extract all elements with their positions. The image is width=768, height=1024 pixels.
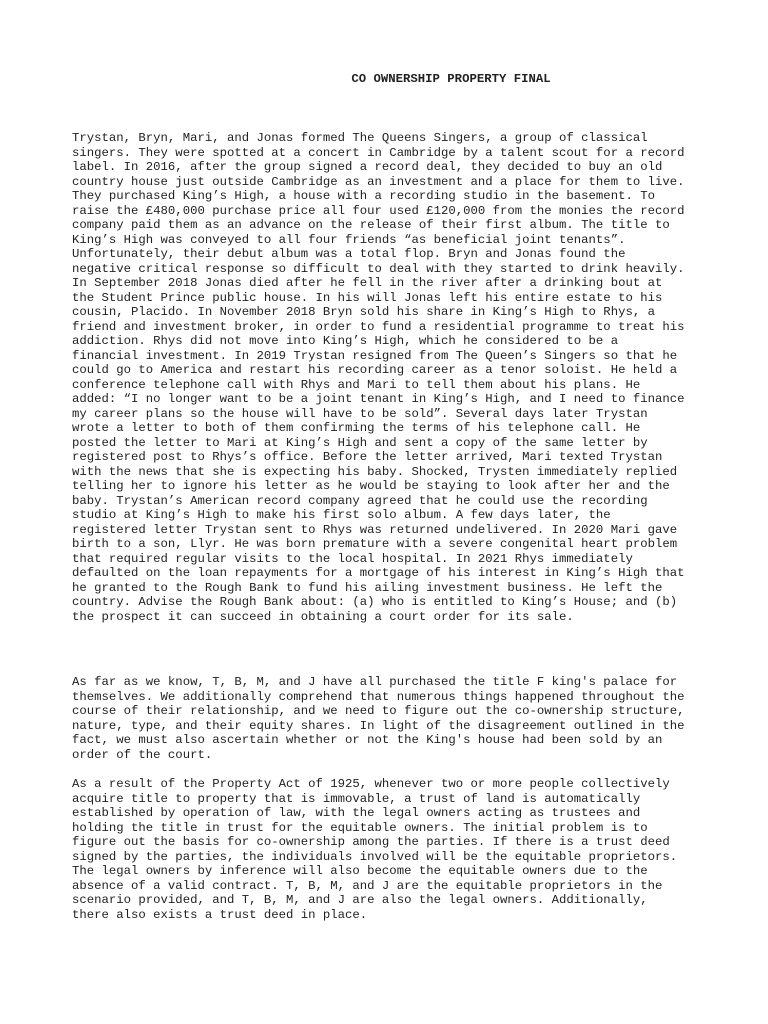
document-title: CO OWNERSHIP PROPERTY FINAL xyxy=(351,72,551,86)
introduction-paragraph: As far as we know, T, B, M, and J have all purchased the title F king's palace for themselves. We additionally comprehend that numerous things happened throughout the course of their relationship, and we need to figure out the co-ownership structure, nature, type, and their equity shares. In light of the disagreement outlined in the fact, we must also ascertain whether or not the King's house had been sold by an order of the court. xyxy=(72,675,685,762)
problem-question-paragraph: Trystan, Bryn, Mari, and Jonas formed The Queens Singers, a group of classical singers. They were spotted at a concert in Cambridge by a talent scout for a record label. In 2016, after the group signed a record deal, they decided to buy an old country house just outside Cambridge as an investment and a place for them to live. They purchased King’s High, a house with a recording studio in the basement. To raise the £480,000 purchase price all four used £120,000 from the monies the record company paid them as an advance on the release of their first album. The title to King’s High was conveyed to all four friends “as beneficial joint tenants”. Unfortunately, their debut album was a total flop. Bryn and Jonas found the negative critical response so difficult to deal with they started to drink heavily. In September 2018 Jonas died after he fell in the river after a drinking bout at the Student Prince public house. In his will Jonas left his entire estate to his cousin, Placido. In November 2018 Bryn sold his share in King’s High to Rhys, a friend and investment broker, in order to fund a residential programme to treat his addiction. Rhys did not move into King’s High, which he considered to be a financial investment. In 2019 Trystan resigned from The Queen’s Singers so that he could go to America and restart his recording career as a tenor soloist. He held a conference telephone call with Rhys and Mari to tell them about his plans. He added: “I no longer want to be a joint tenant in King’s High, and I need to finance my career plans so the house will have to be sold”. Several days later Trystan wrote a letter to both of them confirming the terms of his telephone call. He posted the letter to Mari at King’s High and sent a copy of the same letter by registered post to Rhys’s office. Before the letter arrived, Mari texted Trystan with the news that she is expecting his baby. Shocked, Trysten immediately replied telling her to ignore his letter as he would be staying to look after her and the baby. Trystan’s American record company agreed that he could use the recording studio at King’s High to make his first solo album. A few days later, the registered letter Trystan sent to Rhys was returned undelivered. In 2020 Mari gave birth to a son, Llyr. He was born premature with a severe congenital heart problem that required regular visits to the local hospital. In 2021 Rhys immediately defaulted on the loan repayments for a mortgage of his interest in King’s High that he granted to the Rough Bank to fund his ailing investment business. He left the country. Advise the Rough Bank about: (a) who is entitled to King’s House; and (b) the prospect it can succeed in obtaining a court order for its sale. xyxy=(72,131,685,624)
analysis-paragraph: As a result of the Property Act of 1925, whenever two or more people collectively acquire title to property that is immovable, a trust of land is automatically established by operation of law, with the legal owners acting as trustees and holding the title in trust for the equitable owners. The initial problem is to figure out the basis for co-ownership among the parties. If there is a trust deed signed by the parties, the individuals involved will be the equitable proprietors. The legal owners by inference will also become the equitable owners due to the absence of a valid contract. T, B, M, and J are the equitable proprietors in the scenario provided, and T, B, M, and J are also the legal owners. Additionally, there also exists a trust deed in place. xyxy=(72,777,678,922)
